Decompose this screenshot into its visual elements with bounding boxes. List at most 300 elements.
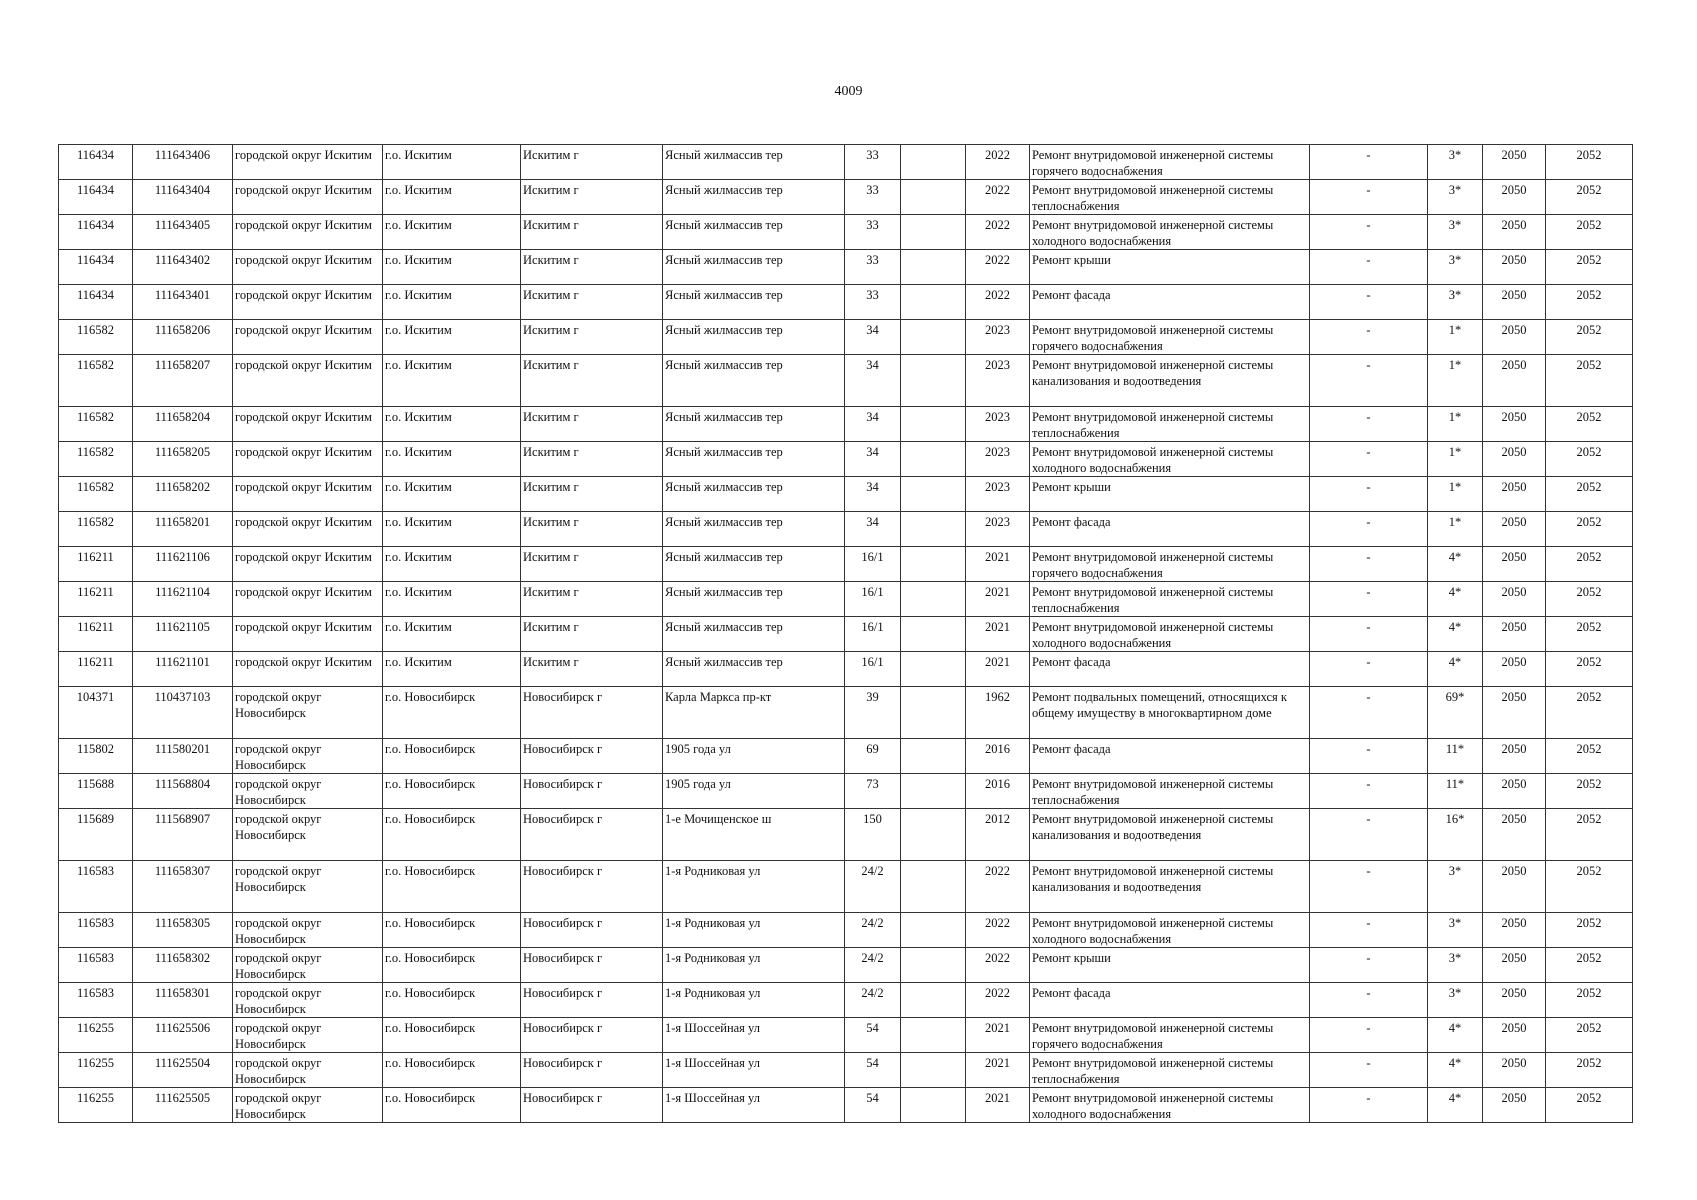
- cell-municipal-formation: г.о. Новосибирск: [383, 1053, 521, 1088]
- cell-locality: Искитим г: [521, 617, 663, 652]
- cell-term: 1*: [1428, 407, 1483, 442]
- cell-street: 1-я Родниковая ул: [663, 948, 845, 983]
- cell-house-number: 24/2: [845, 913, 901, 948]
- cell-street: 1-я Шоссейная ул: [663, 1088, 845, 1123]
- cell-locality: Искитим г: [521, 320, 663, 355]
- cell-work-id: 111625504: [133, 1053, 233, 1088]
- cell-value: -: [1310, 355, 1428, 407]
- cell-municipal-area: городской округ Искитим: [233, 547, 383, 582]
- cell-year: 2016: [966, 774, 1030, 809]
- cell-municipal-area: городской округ Искитим: [233, 512, 383, 547]
- cell-work-type: Ремонт внутридомовой инженерной системы теплоснабжения: [1030, 180, 1310, 215]
- cell-municipal-area: городской округ Новосибирск: [233, 774, 383, 809]
- cell-municipal-formation: г.о. Новосибирск: [383, 913, 521, 948]
- cell-municipal-formation: г.о. Новосибирск: [383, 861, 521, 913]
- cell-work-type: Ремонт внутридомовой инженерной системы горячего водоснабжения: [1030, 547, 1310, 582]
- cell-street: 1-я Шоссейная ул: [663, 1018, 845, 1053]
- cell-house-id: 116434: [59, 250, 133, 285]
- cell-municipal-area: городской округ Новосибирск: [233, 1088, 383, 1123]
- cell-year-start: 2050: [1483, 1018, 1546, 1053]
- cell-house-number: 24/2: [845, 948, 901, 983]
- cell-work-id: 111658302: [133, 948, 233, 983]
- cell-municipal-area: городской округ Новосибирск: [233, 687, 383, 739]
- cell-locality: Искитим г: [521, 355, 663, 407]
- cell-year-end: 2052: [1546, 983, 1633, 1018]
- cell-year-end: 2052: [1546, 687, 1633, 739]
- cell-work-id: 111621104: [133, 582, 233, 617]
- cell-work-id: 111643401: [133, 285, 233, 320]
- cell-year: 2021: [966, 582, 1030, 617]
- cell-year-end: 2052: [1546, 652, 1633, 687]
- table-row: [59, 948, 1633, 983]
- table-row: [59, 477, 1633, 512]
- cell-work-id: 111658207: [133, 355, 233, 407]
- cell-municipal-area: городской округ Искитим: [233, 145, 383, 180]
- cell-year-start: 2050: [1483, 983, 1546, 1018]
- cell-house-id: 116434: [59, 180, 133, 215]
- cell-building: [901, 582, 966, 617]
- cell-term: 3*: [1428, 180, 1483, 215]
- cell-value: -: [1310, 861, 1428, 913]
- cell-house-id: 116582: [59, 442, 133, 477]
- cell-building: [901, 1053, 966, 1088]
- cell-work-type: Ремонт внутридомовой инженерной системы горячего водоснабжения: [1030, 320, 1310, 355]
- cell-municipal-area: городской округ Искитим: [233, 477, 383, 512]
- cell-year-end: 2052: [1546, 250, 1633, 285]
- cell-house-id: 115802: [59, 739, 133, 774]
- table-row: [59, 687, 1633, 739]
- cell-house-id: 116255: [59, 1088, 133, 1123]
- cell-work-id: 111580201: [133, 739, 233, 774]
- cell-municipal-area: городской округ Новосибирск: [233, 739, 383, 774]
- cell-house-number: 16/1: [845, 617, 901, 652]
- cell-year-start: 2050: [1483, 512, 1546, 547]
- cell-term: 3*: [1428, 285, 1483, 320]
- cell-municipal-area: городской округ Искитим: [233, 407, 383, 442]
- cell-municipal-area: городской округ Искитим: [233, 215, 383, 250]
- cell-building: [901, 355, 966, 407]
- cell-value: -: [1310, 983, 1428, 1018]
- cell-street: Карла Маркса пр-кт: [663, 687, 845, 739]
- cell-year-start: 2050: [1483, 477, 1546, 512]
- cell-building: [901, 215, 966, 250]
- table-row: [59, 1088, 1633, 1123]
- cell-value: -: [1310, 320, 1428, 355]
- cell-year-end: 2052: [1546, 355, 1633, 407]
- cell-municipal-area: городской округ Искитим: [233, 652, 383, 687]
- cell-locality: Искитим г: [521, 215, 663, 250]
- cell-work-id: 111658202: [133, 477, 233, 512]
- cell-house-id: 116211: [59, 547, 133, 582]
- cell-street: Ясный жилмассив тер: [663, 477, 845, 512]
- cell-work-type: Ремонт крыши: [1030, 477, 1310, 512]
- cell-building: [901, 948, 966, 983]
- cell-house-id: 116255: [59, 1018, 133, 1053]
- cell-municipal-formation: г.о. Новосибирск: [383, 1088, 521, 1123]
- cell-value: -: [1310, 582, 1428, 617]
- cell-municipal-area: городской округ Новосибирск: [233, 809, 383, 861]
- cell-term: 4*: [1428, 1088, 1483, 1123]
- cell-year-end: 2052: [1546, 913, 1633, 948]
- cell-house-number: 33: [845, 285, 901, 320]
- cell-house-id: 116255: [59, 1053, 133, 1088]
- cell-term: 1*: [1428, 320, 1483, 355]
- cell-work-type: Ремонт внутридомовой инженерной системы теплоснабжения: [1030, 1053, 1310, 1088]
- cell-work-id: 111643406: [133, 145, 233, 180]
- cell-municipal-area: городской округ Искитим: [233, 442, 383, 477]
- cell-work-id: 111621105: [133, 617, 233, 652]
- cell-year: 2023: [966, 355, 1030, 407]
- cell-work-type: Ремонт внутридомовой инженерной системы горячего водоснабжения: [1030, 1018, 1310, 1053]
- cell-year-end: 2052: [1546, 512, 1633, 547]
- cell-street: Ясный жилмассив тер: [663, 582, 845, 617]
- cell-term: 11*: [1428, 739, 1483, 774]
- cell-locality: Искитим г: [521, 512, 663, 547]
- cell-house-number: 24/2: [845, 861, 901, 913]
- cell-term: 3*: [1428, 215, 1483, 250]
- cell-work-type: Ремонт внутридомовой инженерной системы канализования и водоотведения: [1030, 355, 1310, 407]
- cell-term: 4*: [1428, 1053, 1483, 1088]
- table-row: [59, 617, 1633, 652]
- cell-work-type: Ремонт фасада: [1030, 652, 1310, 687]
- cell-municipal-formation: г.о. Искитим: [383, 145, 521, 180]
- cell-work-type: Ремонт внутридомовой инженерной системы канализования и водоотведения: [1030, 809, 1310, 861]
- cell-term: 3*: [1428, 861, 1483, 913]
- table-row: [59, 1053, 1633, 1088]
- cell-municipal-formation: г.о. Новосибирск: [383, 687, 521, 739]
- cell-house-id: 116582: [59, 355, 133, 407]
- cell-value: -: [1310, 739, 1428, 774]
- cell-work-type: Ремонт внутридомовой инженерной системы теплоснабжения: [1030, 774, 1310, 809]
- cell-year: 2021: [966, 547, 1030, 582]
- cell-municipal-formation: г.о. Новосибирск: [383, 739, 521, 774]
- cell-year-end: 2052: [1546, 547, 1633, 582]
- table-row: [59, 739, 1633, 774]
- cell-year-end: 2052: [1546, 285, 1633, 320]
- cell-work-type: Ремонт внутридомовой инженерной системы теплоснабжения: [1030, 407, 1310, 442]
- cell-year-start: 2050: [1483, 215, 1546, 250]
- table-row: [59, 250, 1633, 285]
- cell-work-id: 111568804: [133, 774, 233, 809]
- cell-term: 3*: [1428, 913, 1483, 948]
- cell-municipal-formation: г.о. Искитим: [383, 285, 521, 320]
- cell-municipal-area: городской округ Новосибирск: [233, 1018, 383, 1053]
- cell-work-id: 111568907: [133, 809, 233, 861]
- cell-work-id: 111658307: [133, 861, 233, 913]
- cell-house-number: 16/1: [845, 582, 901, 617]
- cell-year: 2021: [966, 652, 1030, 687]
- cell-municipal-formation: г.о. Искитим: [383, 320, 521, 355]
- cell-year-start: 2050: [1483, 861, 1546, 913]
- cell-municipal-formation: г.о. Искитим: [383, 407, 521, 442]
- cell-house-number: 34: [845, 512, 901, 547]
- cell-work-id: 111658206: [133, 320, 233, 355]
- table-row: [59, 442, 1633, 477]
- cell-work-type: Ремонт фасада: [1030, 512, 1310, 547]
- cell-municipal-formation: г.о. Искитим: [383, 582, 521, 617]
- cell-locality: Новосибирск г: [521, 948, 663, 983]
- cell-street: Ясный жилмассив тер: [663, 355, 845, 407]
- cell-value: -: [1310, 809, 1428, 861]
- table-row: [59, 913, 1633, 948]
- cell-year-start: 2050: [1483, 739, 1546, 774]
- cell-term: 3*: [1428, 250, 1483, 285]
- cell-year: 2012: [966, 809, 1030, 861]
- cell-locality: Новосибирск г: [521, 1053, 663, 1088]
- cell-municipal-area: городской округ Новосибирск: [233, 948, 383, 983]
- cell-locality: Искитим г: [521, 407, 663, 442]
- cell-municipal-area: городской округ Новосибирск: [233, 1053, 383, 1088]
- cell-street: 1905 года ул: [663, 774, 845, 809]
- table-row: [59, 861, 1633, 913]
- cell-year: 2022: [966, 145, 1030, 180]
- cell-term: 3*: [1428, 983, 1483, 1018]
- cell-municipal-area: городской округ Искитим: [233, 582, 383, 617]
- cell-house-id: 116583: [59, 983, 133, 1018]
- cell-year-end: 2052: [1546, 1053, 1633, 1088]
- cell-building: [901, 617, 966, 652]
- cell-term: 4*: [1428, 582, 1483, 617]
- cell-year: 2022: [966, 861, 1030, 913]
- cell-term: 1*: [1428, 512, 1483, 547]
- cell-work-id: 111658201: [133, 512, 233, 547]
- cell-locality: Искитим г: [521, 285, 663, 320]
- cell-term: 4*: [1428, 652, 1483, 687]
- cell-building: [901, 774, 966, 809]
- table-body: [59, 145, 1633, 1123]
- cell-year-end: 2052: [1546, 617, 1633, 652]
- cell-value: -: [1310, 1088, 1428, 1123]
- cell-value: -: [1310, 617, 1428, 652]
- cell-locality: Искитим г: [521, 180, 663, 215]
- cell-street: Ясный жилмассив тер: [663, 442, 845, 477]
- cell-locality: Новосибирск г: [521, 983, 663, 1018]
- cell-municipal-formation: г.о. Искитим: [383, 215, 521, 250]
- cell-municipal-formation: г.о. Искитим: [383, 547, 521, 582]
- cell-municipal-area: городской округ Искитим: [233, 285, 383, 320]
- cell-work-type: Ремонт крыши: [1030, 948, 1310, 983]
- cell-house-id: 104371: [59, 687, 133, 739]
- cell-year: 1962: [966, 687, 1030, 739]
- cell-street: 1-я Родниковая ул: [663, 861, 845, 913]
- cell-house-id: 116434: [59, 285, 133, 320]
- cell-street: Ясный жилмассив тер: [663, 250, 845, 285]
- cell-year: 2022: [966, 983, 1030, 1018]
- cell-year-end: 2052: [1546, 320, 1633, 355]
- cell-locality: Искитим г: [521, 477, 663, 512]
- cell-municipal-formation: г.о. Искитим: [383, 355, 521, 407]
- cell-term: 11*: [1428, 774, 1483, 809]
- cell-house-id: 116583: [59, 861, 133, 913]
- cell-year: 2022: [966, 948, 1030, 983]
- cell-building: [901, 145, 966, 180]
- cell-house-id: 116434: [59, 145, 133, 180]
- cell-house-number: 33: [845, 250, 901, 285]
- cell-building: [901, 1088, 966, 1123]
- cell-building: [901, 913, 966, 948]
- cell-work-id: 111658301: [133, 983, 233, 1018]
- cell-municipal-formation: г.о. Новосибирск: [383, 809, 521, 861]
- cell-year-start: 2050: [1483, 809, 1546, 861]
- cell-building: [901, 477, 966, 512]
- cell-street: 1905 года ул: [663, 739, 845, 774]
- cell-year: 2021: [966, 617, 1030, 652]
- cell-street: Ясный жилмассив тер: [663, 145, 845, 180]
- cell-year-start: 2050: [1483, 145, 1546, 180]
- cell-building: [901, 250, 966, 285]
- table-row: [59, 285, 1633, 320]
- cell-work-id: 111658204: [133, 407, 233, 442]
- cell-value: -: [1310, 215, 1428, 250]
- cell-house-number: 34: [845, 355, 901, 407]
- cell-municipal-formation: г.о. Искитим: [383, 617, 521, 652]
- cell-house-number: 33: [845, 215, 901, 250]
- table-row: [59, 180, 1633, 215]
- cell-house-id: 116582: [59, 320, 133, 355]
- cell-year: 2022: [966, 250, 1030, 285]
- cell-house-id: 116211: [59, 582, 133, 617]
- table-row: [59, 145, 1633, 180]
- table-row: [59, 407, 1633, 442]
- cell-municipal-area: городской округ Новосибирск: [233, 861, 383, 913]
- cell-year-end: 2052: [1546, 407, 1633, 442]
- cell-locality: Новосибирск г: [521, 687, 663, 739]
- cell-year-start: 2050: [1483, 582, 1546, 617]
- cell-work-type: Ремонт подвальных помещений, относящихся к общему имуществу в многоквартирном доме: [1030, 687, 1310, 739]
- cell-year-end: 2052: [1546, 1088, 1633, 1123]
- cell-value: -: [1310, 477, 1428, 512]
- cell-year: 2023: [966, 407, 1030, 442]
- cell-value: -: [1310, 652, 1428, 687]
- cell-term: 16*: [1428, 809, 1483, 861]
- cell-locality: Искитим г: [521, 442, 663, 477]
- cell-work-id: 111625505: [133, 1088, 233, 1123]
- cell-year-start: 2050: [1483, 285, 1546, 320]
- cell-work-type: Ремонт внутридомовой инженерной системы теплоснабжения: [1030, 582, 1310, 617]
- cell-municipal-area: городской округ Искитим: [233, 180, 383, 215]
- cell-year: 2021: [966, 1088, 1030, 1123]
- table-row: [59, 652, 1633, 687]
- cell-year-end: 2052: [1546, 948, 1633, 983]
- cell-year: 2022: [966, 215, 1030, 250]
- cell-building: [901, 739, 966, 774]
- cell-work-id: 111643402: [133, 250, 233, 285]
- cell-house-id: 115689: [59, 809, 133, 861]
- cell-building: [901, 285, 966, 320]
- cell-term: 4*: [1428, 1018, 1483, 1053]
- cell-value: -: [1310, 547, 1428, 582]
- cell-building: [901, 809, 966, 861]
- cell-year-start: 2050: [1483, 320, 1546, 355]
- cell-work-type: Ремонт внутридомовой инженерной системы холодного водоснабжения: [1030, 617, 1310, 652]
- cell-year-end: 2052: [1546, 442, 1633, 477]
- cell-street: Ясный жилмассив тер: [663, 285, 845, 320]
- cell-municipal-formation: г.о. Новосибирск: [383, 1018, 521, 1053]
- cell-locality: Искитим г: [521, 547, 663, 582]
- cell-building: [901, 320, 966, 355]
- cell-municipal-formation: г.о. Искитим: [383, 652, 521, 687]
- cell-house-number: 54: [845, 1088, 901, 1123]
- cell-street: Ясный жилмассив тер: [663, 215, 845, 250]
- table-row: [59, 512, 1633, 547]
- cell-locality: Искитим г: [521, 652, 663, 687]
- cell-work-id: 111621101: [133, 652, 233, 687]
- cell-term: 1*: [1428, 477, 1483, 512]
- cell-locality: Новосибирск г: [521, 861, 663, 913]
- cell-municipal-area: городской округ Искитим: [233, 320, 383, 355]
- cell-year: 2016: [966, 739, 1030, 774]
- cell-municipal-area: городской округ Искитим: [233, 617, 383, 652]
- cell-house-number: 54: [845, 1053, 901, 1088]
- table-row: [59, 774, 1633, 809]
- cell-house-number: 33: [845, 180, 901, 215]
- cell-term: 1*: [1428, 355, 1483, 407]
- cell-work-type: Ремонт крыши: [1030, 250, 1310, 285]
- cell-term: 69*: [1428, 687, 1483, 739]
- cell-locality: Новосибирск г: [521, 809, 663, 861]
- cell-municipal-area: городской округ Искитим: [233, 355, 383, 407]
- cell-year-start: 2050: [1483, 687, 1546, 739]
- cell-municipal-area: городской округ Искитим: [233, 250, 383, 285]
- page-number: 4009: [834, 84, 863, 99]
- cell-building: [901, 442, 966, 477]
- cell-street: Ясный жилмассив тер: [663, 512, 845, 547]
- cell-locality: Искитим г: [521, 250, 663, 285]
- cell-year: 2023: [966, 512, 1030, 547]
- capital-repair-table: [58, 144, 1633, 1123]
- cell-street: Ясный жилмассив тер: [663, 652, 845, 687]
- cell-house-id: 116434: [59, 215, 133, 250]
- table-row: [59, 355, 1633, 407]
- cell-house-id: 116211: [59, 652, 133, 687]
- cell-value: -: [1310, 407, 1428, 442]
- cell-year-start: 2050: [1483, 774, 1546, 809]
- cell-street: 1-я Родниковая ул: [663, 913, 845, 948]
- cell-value: -: [1310, 1018, 1428, 1053]
- cell-work-type: Ремонт фасада: [1030, 739, 1310, 774]
- cell-house-number: 33: [845, 145, 901, 180]
- cell-year-end: 2052: [1546, 215, 1633, 250]
- cell-work-id: 111643405: [133, 215, 233, 250]
- table-row: [59, 983, 1633, 1018]
- cell-locality: Новосибирск г: [521, 913, 663, 948]
- cell-year-end: 2052: [1546, 145, 1633, 180]
- cell-value: -: [1310, 250, 1428, 285]
- table-row: [59, 320, 1633, 355]
- cell-year-end: 2052: [1546, 582, 1633, 617]
- cell-locality: Искитим г: [521, 582, 663, 617]
- cell-year-start: 2050: [1483, 617, 1546, 652]
- cell-year-start: 2050: [1483, 913, 1546, 948]
- cell-year-end: 2052: [1546, 774, 1633, 809]
- cell-year: 2023: [966, 320, 1030, 355]
- cell-building: [901, 983, 966, 1018]
- cell-house-number: 39: [845, 687, 901, 739]
- cell-year: 2021: [966, 1053, 1030, 1088]
- cell-locality: Новосибирск г: [521, 1088, 663, 1123]
- cell-building: [901, 180, 966, 215]
- cell-term: 4*: [1428, 547, 1483, 582]
- cell-building: [901, 1018, 966, 1053]
- cell-value: -: [1310, 512, 1428, 547]
- cell-building: [901, 407, 966, 442]
- cell-house-number: 34: [845, 320, 901, 355]
- cell-work-type: Ремонт внутридомовой инженерной системы холодного водоснабжения: [1030, 1088, 1310, 1123]
- cell-year-start: 2050: [1483, 1088, 1546, 1123]
- cell-work-id: 111621106: [133, 547, 233, 582]
- cell-value: -: [1310, 948, 1428, 983]
- cell-work-type: Ремонт внутридомовой инженерной системы канализования и водоотведения: [1030, 861, 1310, 913]
